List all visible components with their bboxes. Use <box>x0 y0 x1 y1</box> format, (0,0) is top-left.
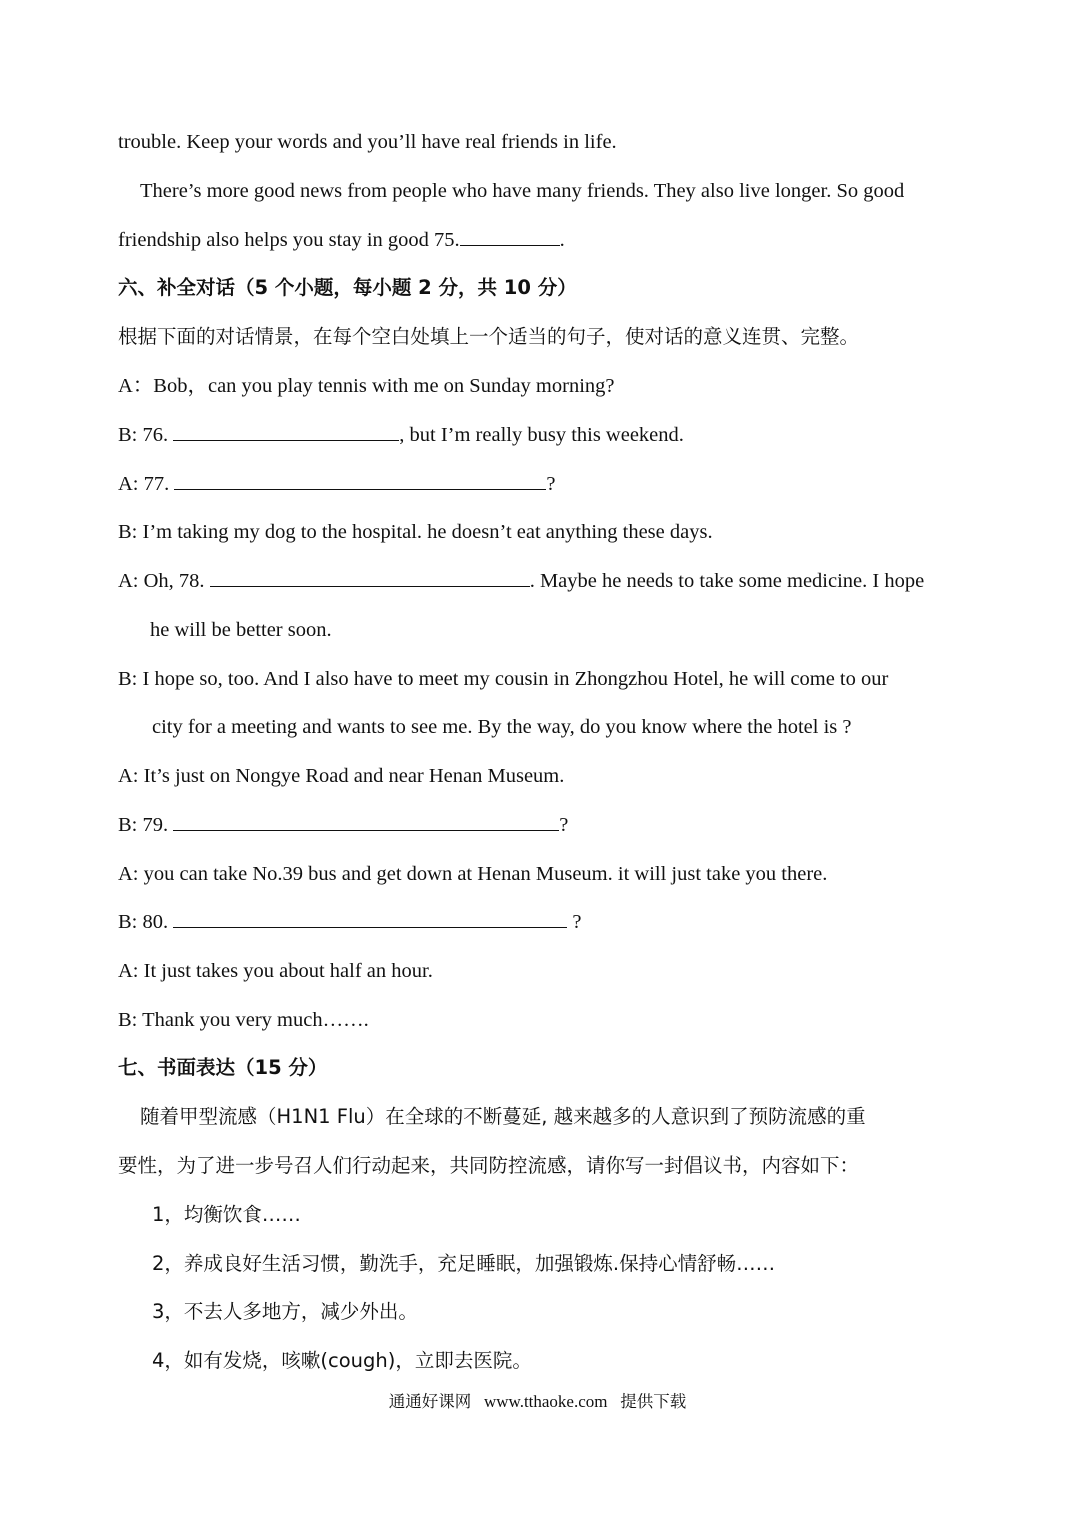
dialogue-text: A: 77. <box>118 473 175 495</box>
passage-text: There’s more good news from people who have many friends. They also live longer. So good <box>140 180 905 202</box>
page-footer <box>0 1390 1075 1414</box>
dialogue-text: A: Oh, 78. <box>118 570 210 592</box>
passage-text: trouble. Keep your words and you’ll have real friends in life. <box>118 131 617 153</box>
dialogue-line-6-cont: city for a meeting and wants to see me. By the way, do you know where the hotel is ? <box>152 716 852 738</box>
passage-line-1 <box>118 128 975 156</box>
dialogue-line-7: A: It’s just on Nongye Road and near Henan Museum. <box>118 765 565 787</box>
answer-blank-77[interactable] <box>174 471 546 490</box>
dialogue-line-5 <box>118 567 975 595</box>
dialogue-line-3 <box>118 470 975 498</box>
dialogue-line-9: A: you can take No.39 bus and get down at Henan Museum. it will just take you there. <box>118 863 828 885</box>
answer-blank-78[interactable] <box>210 568 530 587</box>
writing-prompt-line-1: 随着甲型流感（H1N1 Flu）在全球的不断蔓延, 越来越多的人意识到了预防流感的重 <box>140 1105 866 1128</box>
footer-url[interactable]: www.tthaoke.com <box>483 1392 608 1411</box>
writing-item-4: 4，如有发烧，咳嗽(cough)，立即去医院。 <box>152 1349 532 1372</box>
footer-site-name: 通通好课网 <box>388 1392 472 1411</box>
section-heading-7: 七、书面表达（15 分） <box>118 1056 328 1079</box>
dialogue-text: . Maybe he needs to take some medicine. I hope <box>529 570 925 592</box>
answer-blank-80[interactable] <box>173 909 567 928</box>
dialogue-line-4: B: I’m taking my dog to the hospital. he doesn’t eat anything these days. <box>118 521 713 543</box>
writing-item-1: 1，均衡饮食…… <box>152 1203 301 1226</box>
writing-item-3: 3，不去人多地方，减少外出。 <box>152 1300 418 1323</box>
answer-blank-76[interactable] <box>173 422 399 441</box>
dialogue-line-11: A: It just takes you about half an hour. <box>118 960 433 982</box>
dialogue-line-5-cont: he will be better soon. <box>150 619 332 641</box>
dialogue-text: ? <box>546 473 556 495</box>
dialogue-line-1: A：Bob，can you play tennis with me on Sunday morning? <box>118 375 615 397</box>
section-instruction-6: 根据下面的对话情景，在每个空白处填上一个适当的句子，使对话的意义连贯、完整。 <box>118 325 860 348</box>
dialogue-line-8 <box>118 811 975 839</box>
passage-text: . <box>559 229 565 251</box>
dialogue-text: B: 80. <box>118 911 174 933</box>
dialogue-text: , but I’m really busy this weekend. <box>399 424 684 446</box>
writing-item-2: 2，养成良好生活习惯，勤洗手，充足睡眠，加强锻炼.保持心情舒畅…… <box>152 1252 776 1275</box>
dialogue-text: ? <box>567 911 582 933</box>
dialogue-line-10 <box>118 908 975 936</box>
answer-blank-75[interactable] <box>460 227 560 246</box>
dialogue-line-12: B: Thank you very much……. <box>118 1009 369 1031</box>
writing-prompt-line-2: 要性，为了进一步号召人们行动起来，共同防控流感，请你写一封倡议书，内容如下： <box>118 1154 860 1177</box>
dialogue-text: B: 76. <box>118 424 174 446</box>
section-heading-6: 六、补全对话（5 个小题，每小题 2 分，共 10 分） <box>118 276 577 299</box>
dialogue-text: B: 79. <box>118 814 174 836</box>
footer-download-text: 提供下载 <box>620 1392 687 1411</box>
passage-line-2 <box>140 177 975 205</box>
passage-line-3 <box>118 226 975 254</box>
answer-blank-79[interactable] <box>173 812 559 831</box>
dialogue-line-6: B: I hope so, too. And I also have to meet my cousin in Zhongzhou Hotel, he will come to our <box>118 668 889 690</box>
passage-text: friendship also helps you stay in good 75. <box>118 229 460 251</box>
dialogue-line-2 <box>118 421 975 449</box>
dialogue-text: ? <box>559 814 569 836</box>
